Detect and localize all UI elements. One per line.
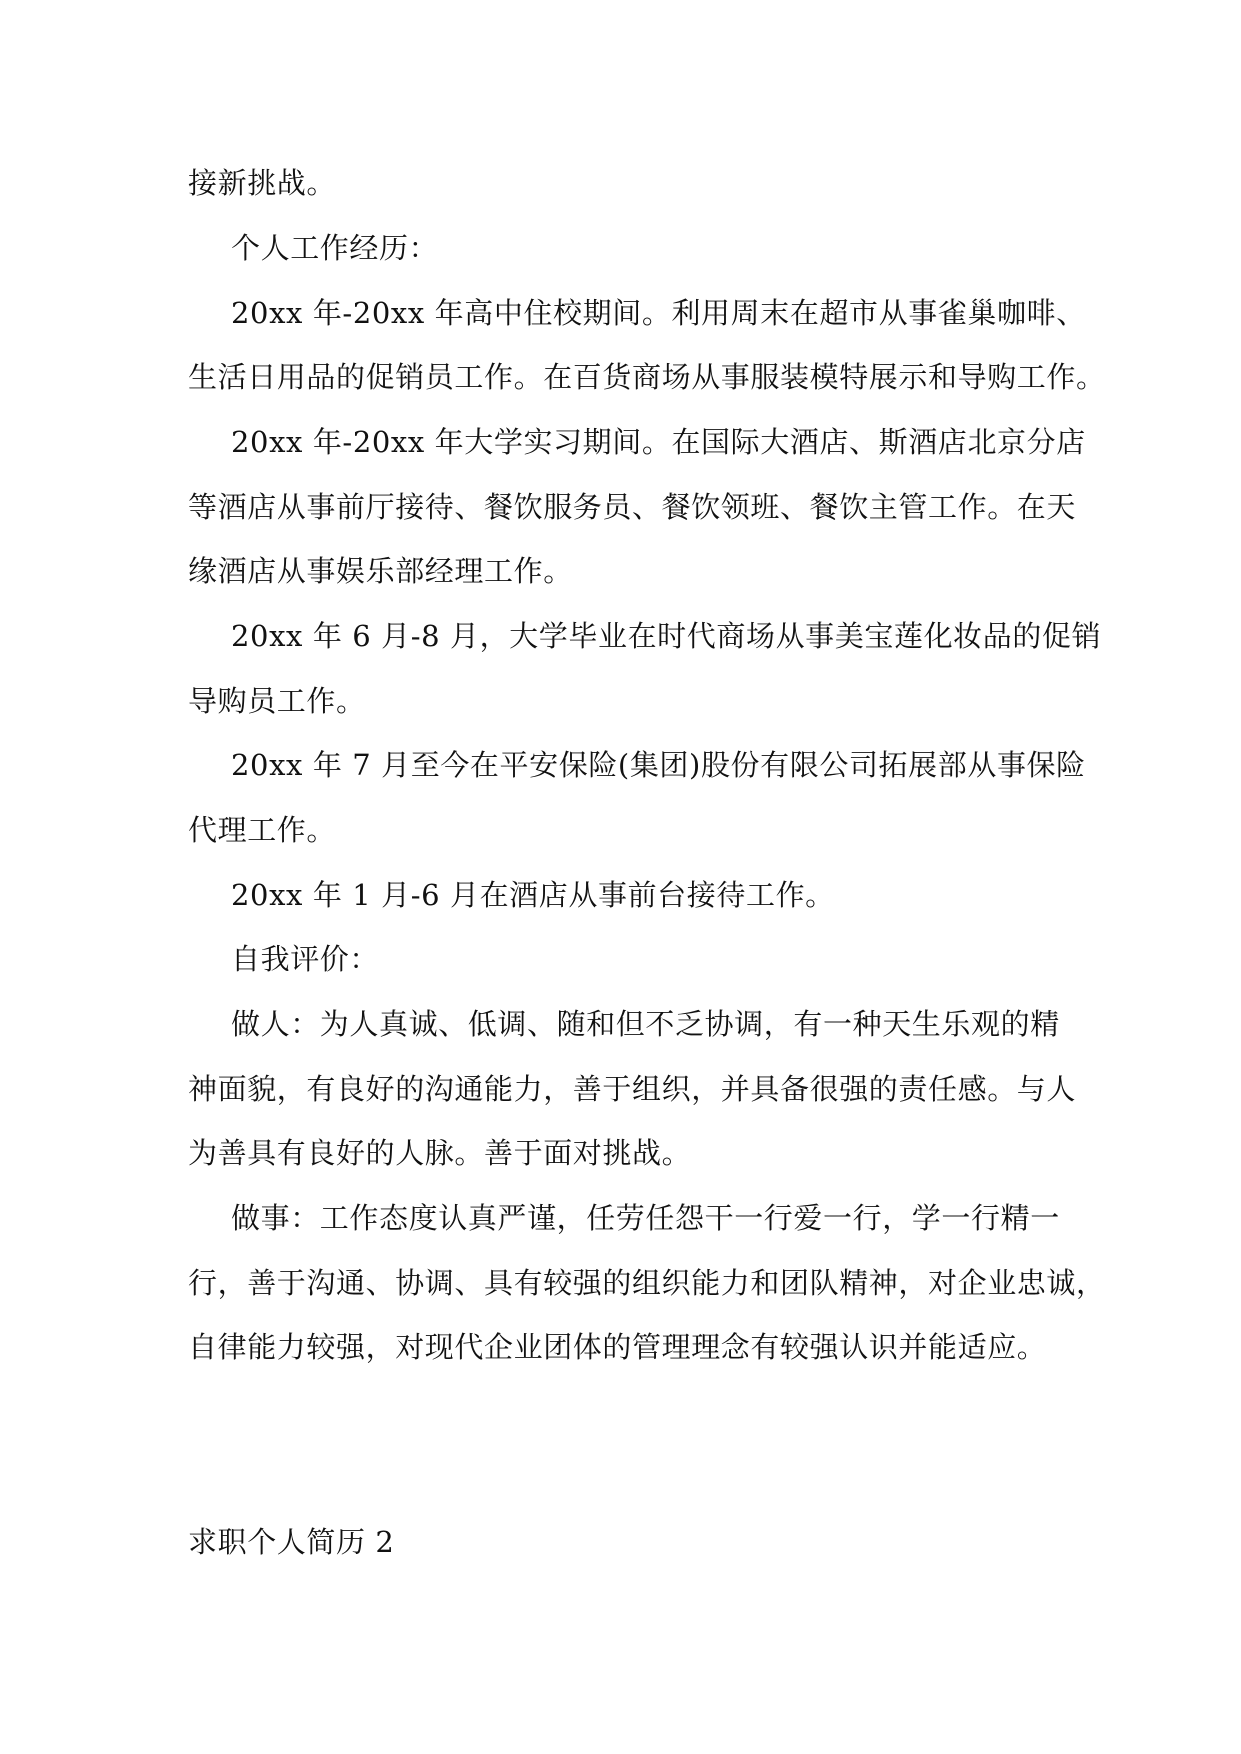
text-line: 行，善于沟通、协调、具有较强的组织能力和团队精神，对企业忠诚， bbox=[188, 1266, 1106, 1300]
text-line: 20xx 年 1 月-6 月在酒店从事前台接待工作。 bbox=[231, 878, 835, 912]
text-line: 做人：为人真诚、低调、随和但不乏协调，有一种天生乐观的精 bbox=[231, 1007, 1060, 1041]
text-line: 等酒店从事前厅接待、餐饮服务员、餐饮领班、餐饮主管工作。在天 bbox=[188, 490, 1077, 524]
text-line: 20xx 年 6 月-8 月，大学毕业在时代商场从事美宝莲化妆品的促销 bbox=[231, 619, 1102, 653]
text-line: 缘酒店从事娱乐部经理工作。 bbox=[188, 554, 573, 588]
text-line: 自律能力较强，对现代企业团体的管理理念有较强认识并能适应。 bbox=[188, 1330, 1047, 1364]
text-line: 导购员工作。 bbox=[188, 684, 366, 718]
section-heading-work-experience: 个人工作经历： bbox=[231, 231, 439, 265]
text-line: 20xx 年 7 月至今在平安保险(集团)股份有限公司拓展部从事保险 bbox=[231, 748, 1086, 782]
text-line: 神面貌，有良好的沟通能力，善于组织，并具备很强的责任感。与人 bbox=[188, 1072, 1077, 1106]
section-title-resume-2: 求职个人简历 2 bbox=[188, 1525, 395, 1559]
text-line: 代理工作。 bbox=[188, 813, 337, 847]
text-line: 生活日用品的促销员工作。在百货商场从事服装模特展示和导购工作。 bbox=[188, 360, 1106, 394]
text-line: 20xx 年-20xx 年大学实习期间。在国际大酒店、斯酒店北京分店 bbox=[231, 425, 1086, 459]
section-heading-self-evaluation: 自我评价： bbox=[231, 942, 380, 976]
text-line: 为善具有良好的人脉。善于面对挑战。 bbox=[188, 1136, 692, 1170]
text-line: 20xx 年-20xx 年高中住校期间。利用周末在超市从事雀巢咖啡、 bbox=[231, 296, 1086, 330]
text-line: 做事：工作态度认真严谨，任劳任怨干一行爱一行，学一行精一 bbox=[231, 1201, 1060, 1235]
text-line: 接新挑战。 bbox=[188, 166, 337, 200]
